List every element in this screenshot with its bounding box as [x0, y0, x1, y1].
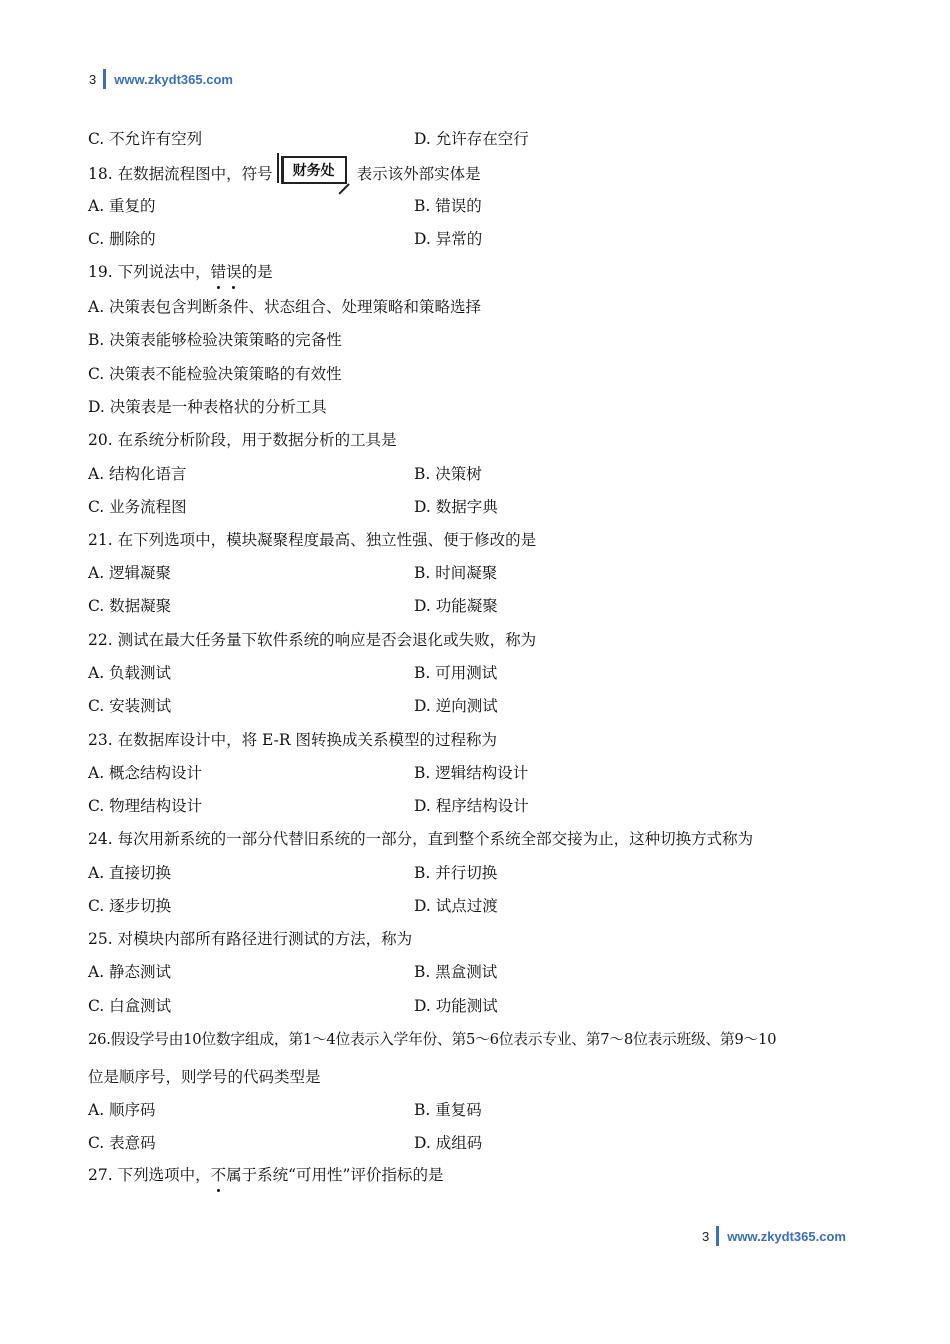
q18-stem-before: 18. 在数据流程图中，符号	[88, 165, 273, 183]
q27-stem-before: 27. 下列选项中，	[88, 1166, 211, 1184]
q21-option-a: A. 逻辑凝聚	[88, 564, 172, 582]
q20-option-a: A. 结构化语言	[88, 465, 187, 483]
q22-option-d: D. 逆向测试	[414, 697, 498, 715]
q26-stem-line-2: 位是顺序号，则学号的代码类型是	[88, 1068, 321, 1086]
q25-option-c: C. 白盒测试	[88, 997, 172, 1015]
q19-stem	[88, 262, 273, 282]
q26-option-c: C. 表意码	[88, 1134, 156, 1152]
q24-option-c: C. 逐步切换	[88, 897, 172, 915]
q23-stem: 23. 在数据库设计中，将 E-R 图转换成关系模型的过程称为	[88, 731, 497, 749]
q23-option-a: A. 概念结构设计	[88, 764, 203, 782]
q21-option-b: B. 时间凝聚	[414, 564, 498, 582]
q24-option-d: D. 试点过渡	[414, 897, 498, 915]
q19-option-d: D. 决策表是一种表格状的分析工具	[88, 398, 327, 416]
q22-stem: 22. 测试在最大任务量下软件系统的响应是否会退化或失败，称为	[88, 631, 537, 649]
q18-option-d: D. 异常的	[414, 230, 483, 248]
q26-stem-line-1: 26.假设学号由10位数字组成，第1～4位表示入学年份、第5～6位表示专业、第7～8位表示班级、第9～10	[88, 1031, 777, 1048]
q17-option-c: C. 不允许有空列	[88, 130, 203, 148]
q25-option-d: D. 功能测试	[414, 997, 498, 1015]
q18-option-a: A. 重复的	[88, 197, 156, 215]
footer-page-number: 3	[702, 1228, 710, 1244]
q26-option-d: D. 成组码	[414, 1134, 483, 1152]
header-url: www.zkydt365.com	[114, 71, 233, 87]
q19-option-a: A. 决策表包含判断条件、状态组合、处理策略和策略选择	[88, 298, 482, 316]
footer-divider	[716, 1226, 719, 1246]
q27-stem	[88, 1165, 443, 1185]
q22-option-a: A. 负载测试	[88, 664, 172, 682]
q18-stem	[88, 162, 481, 188]
q19-option-c: C. 决策表不能检验决策策略的有效性	[88, 365, 342, 383]
q20-option-b: B. 决策树	[414, 465, 482, 483]
q19-emphasis-1: 错	[210, 263, 227, 281]
q22-option-c: C. 安装测试	[88, 697, 172, 715]
header-page-number: 3	[89, 71, 97, 87]
q25-option-a: A. 静态测试	[88, 963, 172, 981]
q19-stem-after: 的是	[241, 263, 273, 281]
q23-option-d: D. 程序结构设计	[414, 797, 529, 815]
q23-option-c: C. 物理结构设计	[88, 797, 203, 815]
q18-option-b: B. 错误的	[414, 197, 482, 215]
q27-emphasis: 不	[210, 1166, 227, 1184]
q18-stem-after: 表示该外部实体是	[356, 165, 481, 183]
q27-stem-after: 属于系统“可用性”评价指标的是	[226, 1166, 444, 1184]
q20-option-d: D. 数据字典	[414, 498, 498, 516]
external-entity-symbol	[279, 154, 351, 188]
page-header	[89, 69, 233, 89]
q21-option-c: C. 数据凝聚	[88, 597, 172, 615]
q26-option-b: B. 重复码	[414, 1101, 482, 1119]
header-divider	[103, 69, 106, 89]
q19-option-b: B. 决策表能够检验决策策略的完备性	[88, 331, 342, 349]
footer-url: www.zkydt365.com	[727, 1228, 846, 1244]
q19-emphasis-2: 误	[226, 263, 242, 281]
q19-stem-before: 19. 下列说法中，	[88, 263, 211, 281]
q20-stem: 20. 在系统分析阶段，用于数据分析的工具是	[88, 431, 397, 449]
q25-stem: 25. 对模块内部所有路径进行测试的方法，称为	[88, 930, 413, 948]
q26-option-a: A. 顺序码	[88, 1101, 156, 1119]
q24-option-a: A. 直接切换	[88, 864, 172, 882]
q18-option-c: C. 删除的	[88, 230, 156, 248]
q24-option-b: B. 并行切换	[414, 864, 498, 882]
q21-option-d: D. 功能凝聚	[414, 597, 498, 615]
q23-option-b: B. 逻辑结构设计	[414, 764, 529, 782]
q20-option-c: C. 业务流程图	[88, 498, 187, 516]
page-footer	[702, 1226, 846, 1246]
q24-stem: 24. 每次用新系统的一部分代替旧系统的一部分，直到整个系统全部交接为止，这种切换方式称为	[88, 830, 754, 848]
q21-stem: 21. 在下列选项中，模块凝聚程度最高、独立性强、便于修改的是	[88, 531, 537, 549]
q25-option-b: B. 黑盒测试	[414, 963, 498, 981]
q17-option-d: D. 允许存在空行	[414, 130, 529, 148]
q22-option-b: B. 可用测试	[414, 664, 498, 682]
external-entity-label: 财务处	[292, 163, 335, 179]
